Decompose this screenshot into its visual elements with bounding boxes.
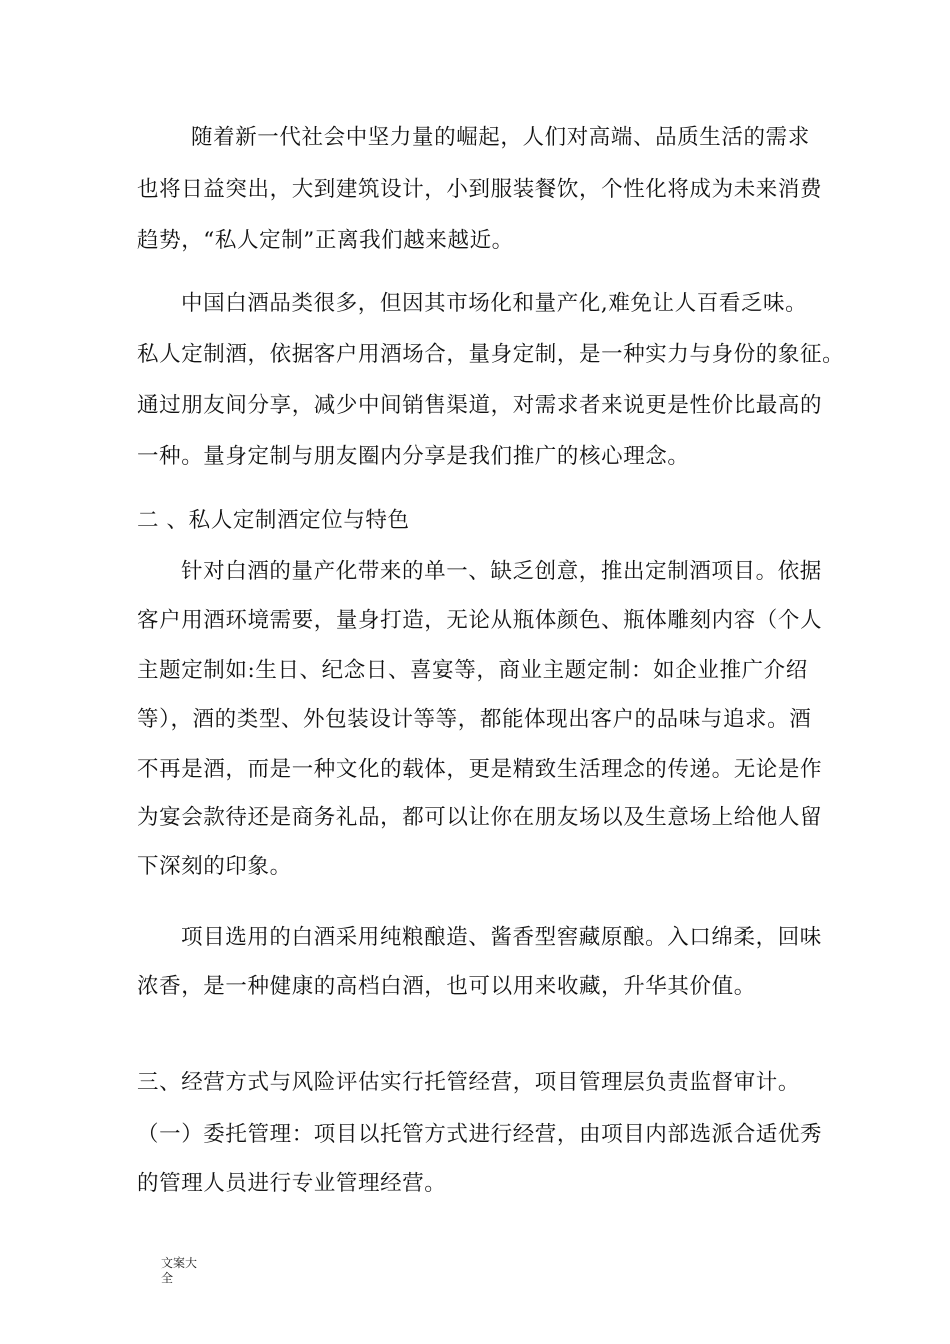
footer-line-2: 全 — [161, 1271, 174, 1285]
paragraph-2-line-1: 中国白酒品类很多，但因其市场化和量产化,难免让人百看乏味。 — [181, 291, 808, 316]
paragraph-4-line-1: 项目选用的白酒采用纯粮酿造、酱香型窖藏原酿。入口绵柔，回味 — [181, 925, 822, 950]
paragraph-3-line-7: 下深刻的印象。 — [137, 854, 292, 879]
paragraph-2-line-3: 通过朋友间分享，减少中间销售渠道，对需求者来说更是性价比最高的 — [137, 393, 823, 418]
paragraph-3-line-4: 等），酒的类型、外包装设计等等，都能体现出客户的品味与追求。酒 — [137, 707, 812, 732]
paragraph-2-line-4: 一种。量身定制与朋友圈内分享是我们推广的核心理念。 — [137, 444, 690, 469]
section-3-heading: 三、经营方式与风险评估实行托管经营，项目管理层负责监督审计。 — [137, 1070, 801, 1095]
paragraph-3-line-3: 主题定制如:生日、纪念日、喜宴等，商业主题定制：如企业推广介绍 — [137, 658, 808, 683]
paragraph-5-line-2: 的管理人员进行专业管理经营。 — [137, 1171, 447, 1196]
paragraph-4-line-2: 浓香，是一种健康的高档白酒，也可以用来收藏，升华其价值。 — [137, 974, 756, 999]
paragraph-3-line-6: 为宴会款待还是商务礼品，都可以让你在朋友场以及生意场上给他人留 — [137, 805, 823, 830]
section-2-heading: 二 、私人定制酒定位与特色 — [137, 508, 410, 533]
page-footer — [161, 1256, 221, 1286]
paragraph-1-line-2: 也将日益突出，大到建筑设计，小到服装餐饮，个性化将成为未来消费 — [137, 177, 823, 202]
paragraph-1-line-3: 趋势，“私人定制”正离我们越来越近。 — [137, 228, 514, 253]
paragraph-3-line-1: 针对白酒的量产化带来的单一、缺乏创意，推出定制酒项目。依据 — [181, 559, 822, 584]
paragraph-3-line-2: 客户用酒环境需要，量身打造，无论从瓶体颜色、瓶体雕刻内容（个人 — [137, 608, 823, 633]
footer-line-1: 文案大 — [161, 1256, 198, 1270]
paragraph-3-line-5: 不再是酒，而是一种文化的载体，更是精致生活理念的传递。无论是作 — [137, 757, 823, 782]
paragraph-2-line-2: 私人定制酒，依据客户用酒场合，量身定制，是一种实力与身份的象征。 — [137, 342, 845, 367]
paragraph-1-line-1: 随着新一代社会中坚力量的崛起，人们对高端、品质生活的需求 — [191, 125, 810, 150]
paragraph-5-line-1: （一）委托管理：项目以托管方式进行经营，由项目内部选派合适优秀 — [137, 1122, 823, 1147]
